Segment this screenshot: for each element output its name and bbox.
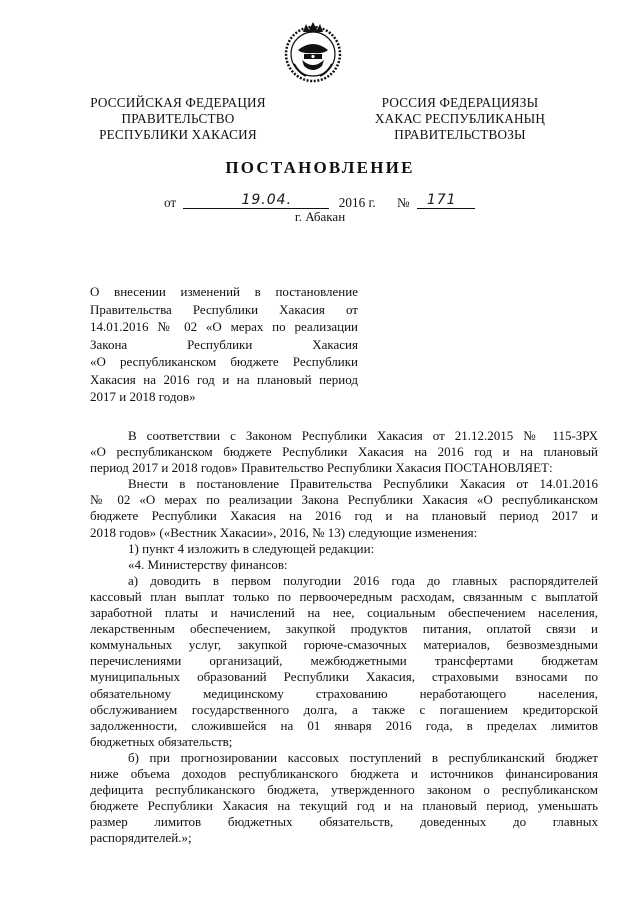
- body-line: обслуживанием государственного долга, а также с погашением кредиторской: [90, 701, 598, 717]
- subject-block: [90, 283, 358, 406]
- body-line: перечислениями организаций, межбюджетными трансфертами бюджетам: [90, 653, 598, 669]
- header-right-khakas: [340, 95, 580, 143]
- subject-line: Закона Республики Хакасия: [90, 336, 358, 352]
- header-right-line: ПРАВИТЕЛЬСТВОЗЫ: [394, 127, 526, 142]
- number-blank: [417, 194, 475, 209]
- body-line: б) при прогнозировании кассовых поступлений в республиканский бюджет: [128, 749, 598, 765]
- body-line: бюджете Республики Хакасия на текущий год и на плановый период, уменьшать: [90, 798, 598, 814]
- header-left-line: РОССИЙСКАЯ ФЕДЕРАЦИЯ: [90, 95, 266, 110]
- body-text: [90, 428, 598, 846]
- body-line: В соответствии с Законом Республики Хакасия от 21.12.2015 № 115-ЗРХ: [128, 428, 598, 443]
- handwritten-number: 171: [426, 192, 457, 208]
- body-line: «О республиканском бюджете Республики Хакасия на 2016 год и на плановый: [90, 444, 598, 460]
- coat-of-arms-emblem: [284, 20, 342, 84]
- subject-line: Хакасия на 2016 год и на плановый период: [90, 371, 358, 387]
- subject-line: 2017 и 2018 годов»: [90, 389, 196, 404]
- body-line: бюджете Республики Хакасия на 2016 год и на плановый период 2017 и: [90, 508, 598, 524]
- header-left-russian: [58, 95, 298, 143]
- subject-line: О внесении изменений в постановление: [90, 284, 358, 299]
- body-line: бюджетных обязательств;: [90, 733, 233, 749]
- body-line: размер лимитов бюджетных обязательств, доведенных до главных: [90, 814, 598, 830]
- body-line: «4. Министерству финансов:: [128, 556, 288, 572]
- subject-line: 14.01.2016 № 02 «О мерах по реализации: [90, 319, 358, 334]
- date-from-label: от: [164, 195, 177, 210]
- body-line: дефицита республиканского бюджета, утвержденного законом о республиканском: [90, 782, 598, 798]
- header-left-line: ПРАВИТЕЛЬСТВО: [121, 111, 235, 126]
- body-line: заработной платы и начислений на нее, социальным обеспечением населения,: [90, 605, 598, 621]
- number-label: №: [396, 195, 410, 210]
- header-right-line: РОССИЯ ФЕДЕРАЦИЯЗЫ: [381, 95, 539, 110]
- header-left-line: РЕСПУБЛИКИ ХАКАСИЯ: [99, 127, 257, 142]
- body-line: период 2017 и 2018 годов» Правительство Республики Хакасия ПОСТАНОВЛЯЕТ:: [90, 460, 553, 476]
- body-line: обязательному медицинскому страхованию неработающего населения,: [90, 685, 598, 701]
- body-line: задолженности, сложившейся на 01 января 2016 года, в пределах лимитов: [90, 717, 598, 733]
- body-line: муниципальных образований Республики Хакасия, страховыми взносами по: [90, 669, 598, 685]
- body-line: 2018 годов» («Вестник Хакасии», 2016, № 13) следующие изменения:: [90, 524, 478, 540]
- body-line: № 02 «О мерах по реализации Закона Республики Хакасия «О республиканском: [90, 492, 598, 508]
- header-right-line: ХАКАС РЕСПУБЛИКАНЫҢ: [374, 111, 546, 126]
- subject-line: «О республиканском бюджете Республики: [90, 354, 358, 369]
- date-blank: [183, 194, 329, 209]
- city-label: г. Абакан: [294, 209, 346, 224]
- body-line: распорядителей.»;: [90, 830, 192, 846]
- document-title: ПОСТАНОВЛЕНИЕ: [225, 158, 415, 177]
- body-line: коммунальных услуг, закупкой горюче-смазочных материалов, безвозмездными: [90, 637, 598, 653]
- body-line: 1) пункт 4 изложить в следующей редакции:: [128, 540, 375, 556]
- body-line: ниже объема доходов республиканского бюджета и источников финансирования: [90, 765, 598, 781]
- handwritten-date: 19.04.: [241, 192, 293, 208]
- body-line: а) доводить в первом полугодии 2016 года до главных распорядителей: [128, 572, 598, 588]
- year-label: 2016 г.: [338, 195, 376, 210]
- subject-line: Правительства Республики Хакасия от: [90, 301, 358, 317]
- body-line: Внести в постановление Правительства Республики Хакасия от 14.01.2016: [128, 476, 598, 492]
- body-line: лекарственным обеспечением, закупкой продуктов питания, оплатой связи и: [90, 621, 598, 637]
- body-line: кассовый план выплат только по первоочередным расходам, связанным с выплатой: [90, 588, 598, 604]
